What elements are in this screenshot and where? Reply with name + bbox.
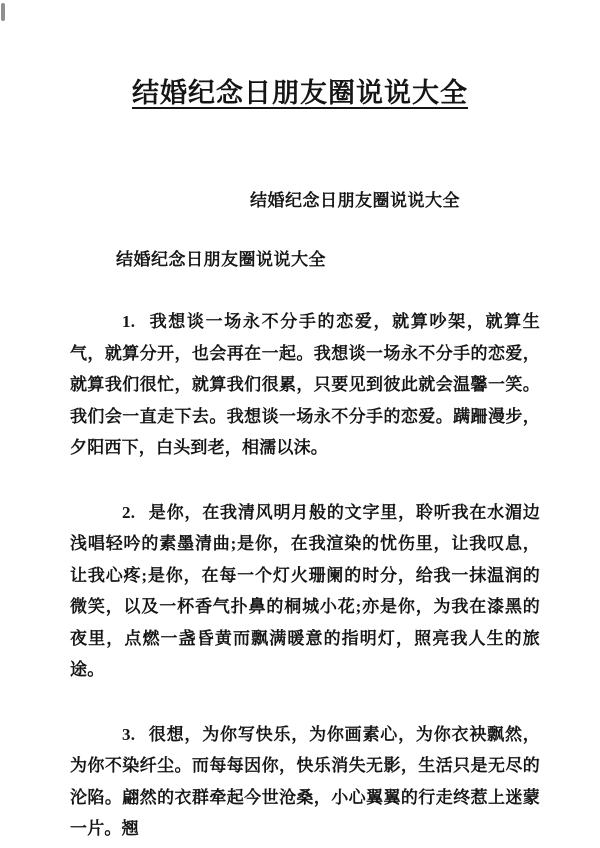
paragraph-3-number: 3. <box>122 724 136 744</box>
paragraph-3-text: 很想，为你写快乐，为你画素心，为你衣袂飘然，为你不染纤尘。而每每因你，快乐消失无影，生活只是无尽的沦陷。翩然的衣群牵起今世沧桑，小心翼翼的行走终惹上迷蒙一片。翘 <box>70 724 540 838</box>
document-title <box>0 0 600 110</box>
subtitle-repeat-indented: 结婚纪念日朋友圈说说大全 <box>250 191 460 210</box>
paragraph-1-text: 我想谈一场永不分手的恋爱，就算吵架，就算生气，就算分开，也会再在一起。我想谈一场永不分手的恋爱，就算我们很忙，就算我们很累，只要见到彼此就会温馨一笑。我们会一直走下去。我想谈一场永不分手的恋爱。蹒跚漫步，夕阳西下，白头到老，相濡以沫。 <box>70 312 540 457</box>
subtitle-repeat-left: 结婚纪念日朋友圈说说大全 <box>116 250 326 269</box>
paragraph-2-text: 是你，在我清风明月般的文字里，聆听我在水湄边浅唱轻吟的素墨清曲;是你，在我渲染的忧伤里，让我叹息，让我心疼;是你，在每一个灯火珊阑的时分，给我一抹温润的微笑，以及一杯香气扑鼻的桐城小花;亦是你，为我在漆黑的夜里，点燃一盏昏黄而飘满暖意的指明灯，照亮我人生的旅途。 <box>70 502 540 679</box>
paragraph-1-number: 1. <box>122 312 136 331</box>
paragraph-item-3 <box>70 719 540 845</box>
paragraph-item-2 <box>70 497 540 686</box>
paragraph-item-1 <box>70 306 540 464</box>
scan-artifact-mark <box>1 3 5 21</box>
document-title-text: 结婚纪念日朋友圈说说大全 <box>132 78 468 108</box>
paragraph-2-number: 2. <box>122 502 136 522</box>
